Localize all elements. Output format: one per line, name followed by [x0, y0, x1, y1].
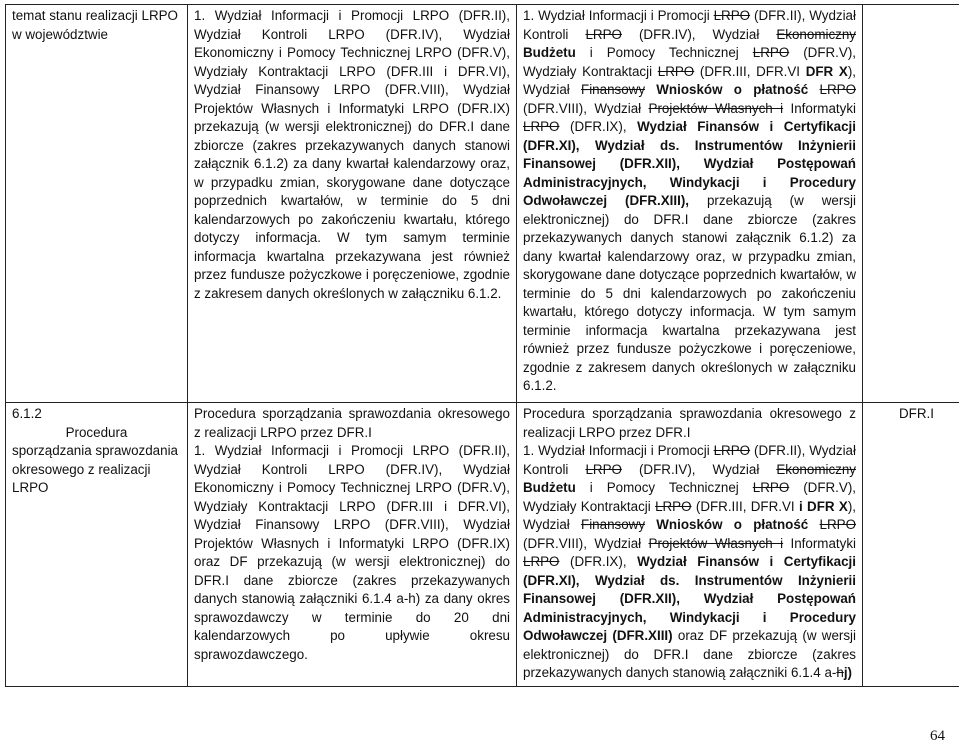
table-row [6, 403, 959, 687]
current-heading: Procedura sporządzania sprawozdania okresowego z realizacji LRPO przez DFR.I [194, 406, 510, 440]
cell-subject [6, 403, 188, 687]
cell-current-text [188, 403, 517, 687]
page-number: 64 [930, 728, 945, 744]
proposed-heading: Procedura sporządzania sprawozdania okresowego z realizacji LRPO przez DFR.I [523, 406, 856, 440]
owner-label: DFR.I [899, 406, 934, 421]
cell-current-text [188, 5, 517, 403]
subject-line-1: temat stanu realizacji LRPO [12, 8, 178, 23]
cell-owner [863, 5, 959, 403]
procedure-table [5, 4, 959, 687]
cell-proposed-text: 1. Wydział Informacji i Promocji LRPO (DFR.II), Wydział Kontroli LRPO (DFR.IV), Wydział Ekonomiczny Budżetu i Pomocy Technicznej LRPO (DFR.V), Wydziały Kontraktacji LRPO (DFR.III, DFR.VI DFR X), Wydział Finansowy Wniosków o płatność LRPO (DFR.VIII), Wydział Projektów Własnych i Informatyki LRPO (DFR.IX), Wydział Finansów i Certyfikacji (DFR.XI), Wydział ds. Instrumentów Inżynierii Finansowej (DFR.XII), Wydział Postępowań Administracyjnych, Windykacji i Procedury Odwoławczej (DFR.XIII), przekazują (w wersji elektronicznej) do DFR.I dane zbiorcze (zakres przekazywanych danych stanowi załącznik 6.1.2) za dany kwartał kalendarzowy oraz, w przypadku zmian, skorygowane dane dotyczące poprzednich kwartałów, w terminie do 5 dni kalendarzowych po zakończeniu kwartału, którego dotyczy informacja. W tym samym terminie informacja kwartalna przekazywana jest również przez fundusze pożyczkowe i poręczeniowe, zgodnie z zakresem danych określonych w załączniku 6.1.2. [517, 5, 863, 403]
cell-subject [6, 5, 188, 403]
cell-owner [863, 403, 959, 687]
current-text: 1. Wydział Informacji i Promocji LRPO (DFR.II), Wydział Kontroli LRPO (DFR.IV), Wydział Ekonomiczny i Pomocy Technicznej LRPO (DFR.V), Wydziały Kontraktacji LRPO (DFR.III i DFR.VI), Wydział Finansowy LRPO (DFR.VIII), Wydział Projektów Własnych i Informatyki LRPO (DFR.IX) oraz DF przekazują (w wersji elektronicznej) do DFR.I dane zbiorcze (zakres przekazywanych danych stanowią załączniki 6.1.4 a-h) za dany okres sprawozdawczy w terminie do 20 dni kalendarzowych po upływie okresu sprawozdawczego. [194, 443, 510, 662]
section-title-line: Procedura [65, 424, 128, 440]
proposed-text: 1. Wydział Informacji i Promocji LRPO (DFR.II), Wydział Kontroli LRPO (DFR.IV), Wydział Ekonomiczny Budżetu i Pomocy Technicznej LRPO (DFR.V), Wydziały Kontraktacji LRPO (DFR.III, DFR.VI i DFR X), Wydział Finansowy Wniosków o płatność LRPO (DFR.VIII), Wydział Projektów Własnych i Informatyki LRPO (DFR.IX), Wydział Finansów i Certyfikacji (DFR.XI), Wydział ds. Instrumentów Inżynierii Finansowej (DFR.XII), Wydział Postępowań Administracyjnych, Windykacji i Procedury Odwoławczej (DFR.XIII) oraz DF przekazują (w wersji elektronicznej) do DFR.I dane zbiorcze (zakres przekazywanych danych stanowią załączniki 6.1.4 a-hj) [523, 443, 857, 680]
cell-proposed-text [517, 403, 863, 687]
table-row [6, 5, 959, 403]
section-title-rest: sporządzania sprawozdania okresowego z realizacji LRPO [12, 443, 178, 495]
subject-line-2: w województwie [12, 26, 109, 42]
current-text: 1. Wydział Informacji i Promocji LRPO (DFR.II), Wydział Kontroli LRPO (DFR.IV), Wydział Ekonomiczny i Pomocy Technicznej LRPO (DFR.V), Wydziały Kontraktacji LRPO (DFR.III i DFR.VI), Wydział Finansowy LRPO (DFR.VIII), Wydział Projektów Własnych i Informatyki LRPO (DFR.IX) przekazują (w wersji elektronicznej) do DFR.I dane zbiorcze (zakres przekazywanych danych stanowi załącznik 6.1.2) za dany kwartał kalendarzowy oraz, w przypadku zmian, skorygowane dane dotyczące poprzednich kwartałów, w terminie do 5 dni kalendarzowych po zakończeniu kwartału, którego dotyczy informacja. W tym samym terminie informacja kwartalna przekazywana jest również przez fundusze pożyczkowe i poręczeniowe, zgodnie z zakresem danych określonych w załączniku 6.1.2. [194, 8, 510, 301]
section-number: 6.1.2 [12, 406, 42, 421]
